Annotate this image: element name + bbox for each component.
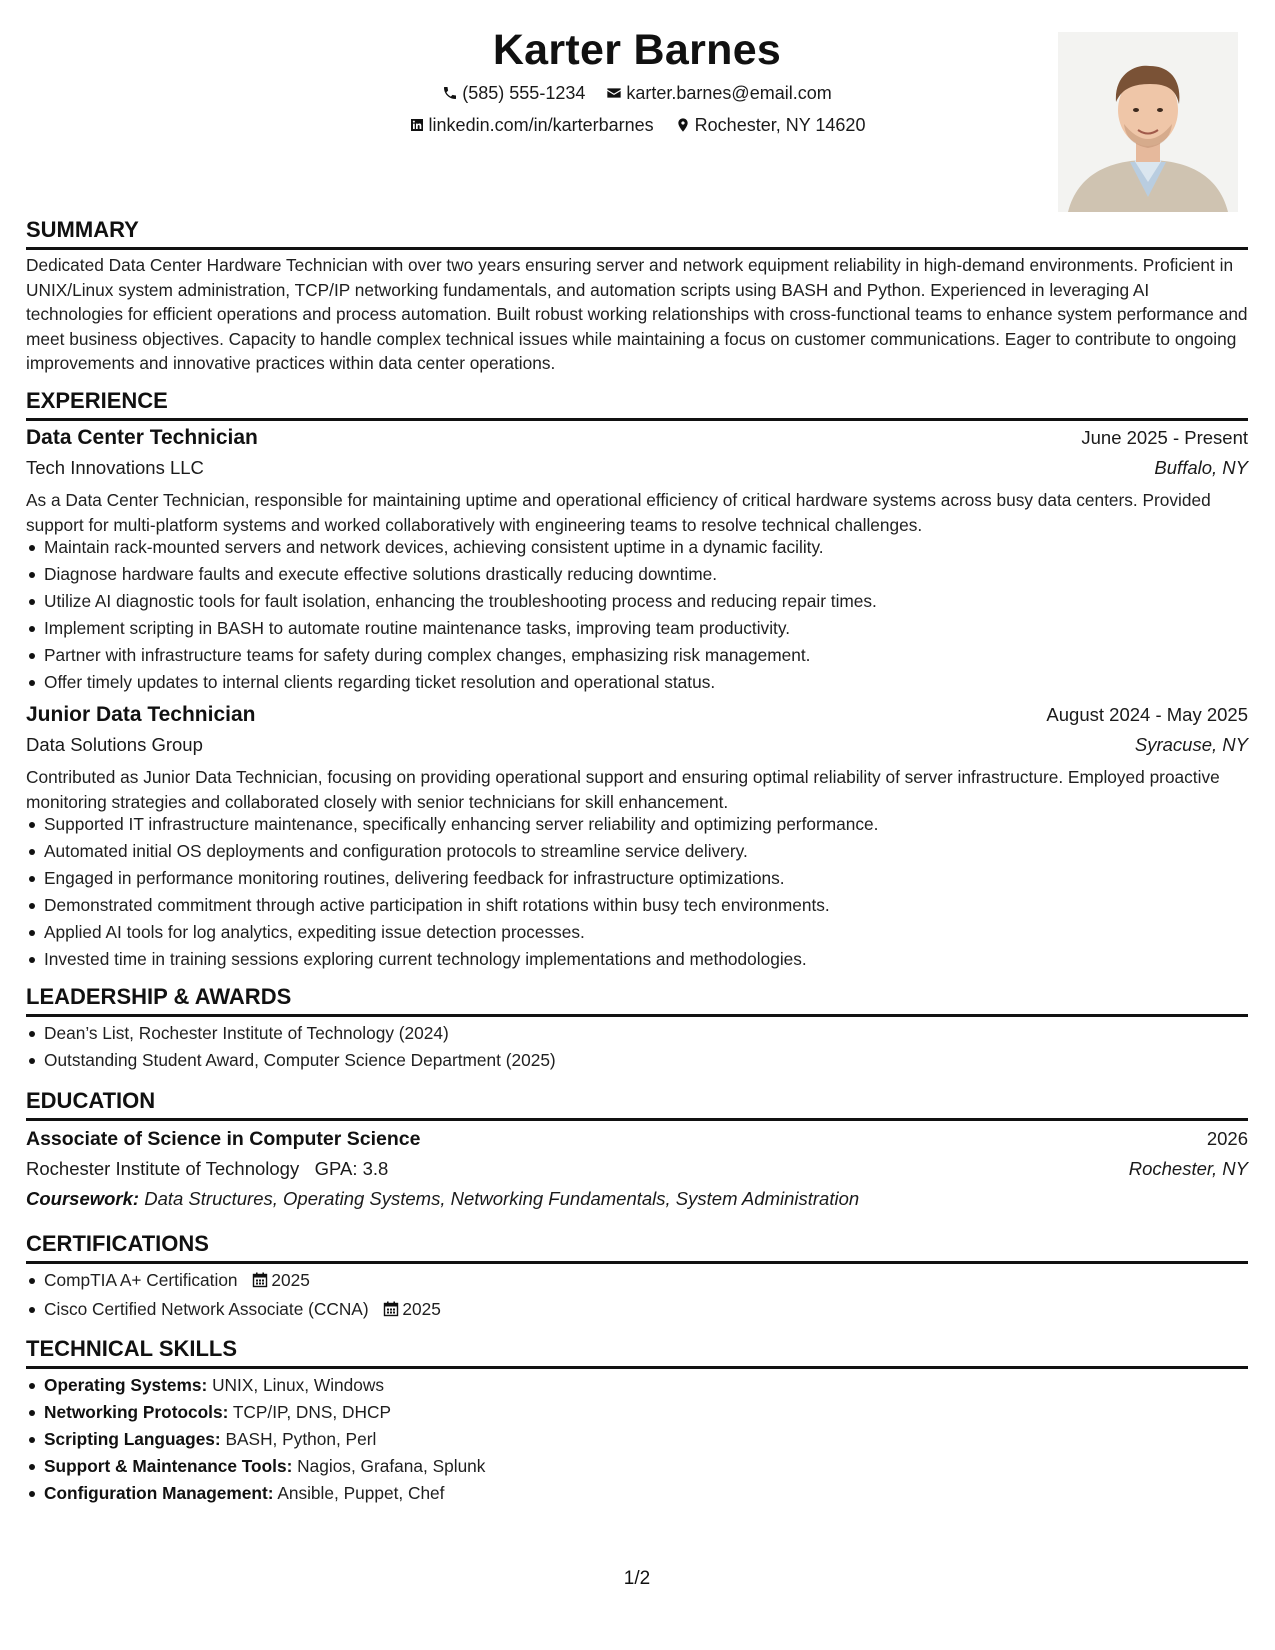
leadership-list: [26, 1020, 1266, 1074]
skill-label: Configuration Management:: [44, 1483, 274, 1503]
cert-name: Cisco Certified Network Associate (CCNA): [44, 1299, 369, 1319]
job-location: Syracuse, NY: [1134, 734, 1248, 755]
linkedin-contact[interactable]: [409, 112, 654, 138]
education-header: [26, 1124, 1248, 1154]
job-company: Data Solutions Group: [26, 734, 203, 755]
email-address: karter.barnes@email.com: [626, 83, 832, 103]
skill-value: Ansible, Puppet, Chef: [277, 1483, 445, 1503]
list-item: [44, 1426, 1266, 1453]
email-contact[interactable]: [606, 80, 831, 106]
envelope-icon: [606, 85, 622, 101]
list-item: [44, 1296, 1266, 1325]
resume-page: [26, 0, 1248, 1650]
job-1-company-row: [26, 453, 1248, 483]
list-item: [44, 1267, 1266, 1296]
job-dates: June 2025 - Present: [1081, 427, 1248, 448]
list-item: Supported IT infrastructure maintenance, specifically enhancing server reliability and optimizing performance.: [44, 811, 1266, 838]
education-school-row: [26, 1154, 1248, 1184]
list-item: Demonstrated commitment through active participation in shift rotations within busy tech environments.: [44, 892, 1266, 919]
job-2-bullets: [26, 811, 1266, 973]
skill-value: Nagios, Grafana, Splunk: [297, 1456, 486, 1476]
section-title-leadership: LEADERSHIP & AWARDS: [26, 983, 1248, 1017]
list-item: Utilize AI diagnostic tools for fault isolation, enhancing the troubleshooting process and reducing repair times.: [44, 588, 1266, 615]
calendar-icon: [383, 1298, 399, 1325]
coursework-line: [26, 1184, 1248, 1214]
list-item: Automated initial OS deployments and configuration protocols to streamline service delivery.: [44, 838, 1266, 865]
certifications-list: [26, 1267, 1266, 1325]
profile-photo: [1058, 32, 1238, 212]
cert-year: 2025: [402, 1299, 441, 1319]
cert-name: CompTIA A+ Certification: [44, 1270, 238, 1290]
section-title-experience: EXPERIENCE: [26, 387, 1248, 421]
gpa: GPA: 3.8: [314, 1158, 389, 1179]
cert-year: 2025: [271, 1270, 310, 1290]
coursework-list: Data Structures, Operating Systems, Networking Fundamentals, System Administration: [144, 1188, 860, 1209]
list-item: [44, 1453, 1266, 1480]
job-2-description: Contributed as Junior Data Technician, focusing on providing operational support and ensuring optimal reliability of server infrastructure. Employed proactive monitoring strategies and collaborated closely with senior technicians for skill enhancement.: [26, 767, 1220, 812]
list-item: [44, 1399, 1266, 1426]
phone-number: (585) 555-1234: [462, 83, 586, 103]
calendar-icon: [252, 1269, 268, 1296]
list-item: Applied AI tools for log analytics, expediting issue detection processes.: [44, 919, 1266, 946]
job-1-bullets: [26, 534, 1266, 696]
job-title: Junior Data Technician: [26, 703, 256, 726]
school-name: Rochester Institute of Technology: [26, 1158, 300, 1179]
coursework-label: Coursework:: [26, 1188, 140, 1209]
list-item: Dean’s List, Rochester Institute of Technology (2024): [44, 1020, 1266, 1047]
job-1-header: [26, 423, 1248, 453]
skill-label: Networking Protocols:: [44, 1402, 229, 1422]
job-1-description: As a Data Center Technician, responsible for maintaining uptime and operational efficiency of critical hardware systems across busy data centers. Provided support for multi-platform systems and worked collaboratively with engineering teams to resolve technical challenges.: [26, 490, 1211, 535]
list-item: Diagnose hardware faults and execute effective solutions drastically reducing downtime.: [44, 561, 1266, 588]
degree-name: Associate of Science in Computer Science: [26, 1128, 421, 1150]
candidate-name: Karter Barnes: [492, 26, 782, 74]
skill-value: UNIX, Linux, Windows: [212, 1375, 384, 1395]
resume-header: [26, 22, 1248, 212]
list-item: Invested time in training sessions exploring current technology implementations and methodologies.: [44, 946, 1266, 973]
list-item: Implement scripting in BASH to automate routine maintenance tasks, improving team productivity.: [44, 615, 1266, 642]
list-item: Partner with infrastructure teams for safety during complex changes, emphasizing risk management.: [44, 642, 1266, 669]
location-contact: [675, 112, 866, 138]
section-title-summary: SUMMARY: [26, 216, 1248, 250]
skill-label: Operating Systems:: [44, 1375, 208, 1395]
job-dates: August 2024 - May 2025: [1046, 704, 1248, 725]
list-item: Engaged in performance monitoring routines, delivering feedback for infrastructure optimizations.: [44, 865, 1266, 892]
skill-label: Support & Maintenance Tools:: [44, 1456, 293, 1476]
skill-value: TCP/IP, DNS, DHCP: [232, 1402, 391, 1422]
graduation-year: 2026: [1206, 1128, 1248, 1149]
school-location: Rochester, NY: [1128, 1158, 1248, 1179]
list-item: Maintain rack-mounted servers and network devices, achieving consistent uptime in a dynamic facility.: [44, 534, 1266, 561]
page-number: 1/2: [623, 1568, 651, 1589]
job-location: Buffalo, NY: [1154, 457, 1248, 478]
skill-value: BASH, Python, Perl: [225, 1429, 377, 1449]
location-text: Rochester, NY 14620: [694, 115, 866, 135]
skills-list: [26, 1372, 1266, 1507]
section-title-skills: TECHNICAL SKILLS: [26, 1335, 1248, 1369]
phone-contact[interactable]: [442, 80, 585, 106]
job-2-company-row: [26, 730, 1248, 760]
linkedin-icon: [409, 117, 425, 133]
linkedin-url: linkedin.com/in/karterbarnes: [428, 115, 654, 135]
skill-label: Scripting Languages:: [44, 1429, 221, 1449]
job-company: Tech Innovations LLC: [26, 457, 204, 478]
school-line: [26, 1154, 388, 1184]
job-2-header: [26, 700, 1248, 730]
map-pin-icon: [675, 117, 691, 133]
summary-text: Dedicated Data Center Hardware Technician with over two years ensuring server and network equipment reliability in high-demand environments. Proficient in UNIX/Linux system administration, TCP/IP networking fundamentals, and automation scripts using BASH and Python. Experienced in leveraging AI technologies for efficient operations and process automation. Built robust working relationships with cross-functional teams to enhance system performance and meet business objectives. Capacity to handle complex technical issues while maintaining a focus on customer communications. Eager to contribute to ongoing improvements and innovative practices within data center operations.: [26, 255, 1248, 373]
phone-icon: [442, 85, 458, 101]
section-title-certifications: CERTIFICATIONS: [26, 1230, 1248, 1264]
job-title: Data Center Technician: [26, 426, 258, 449]
section-title-education: EDUCATION: [26, 1087, 1248, 1121]
list-item: [44, 1480, 1266, 1507]
list-item: Offer timely updates to internal clients regarding ticket resolution and operational status.: [44, 669, 1266, 696]
list-item: [44, 1372, 1266, 1399]
list-item: Outstanding Student Award, Computer Science Department (2025): [44, 1047, 1266, 1074]
